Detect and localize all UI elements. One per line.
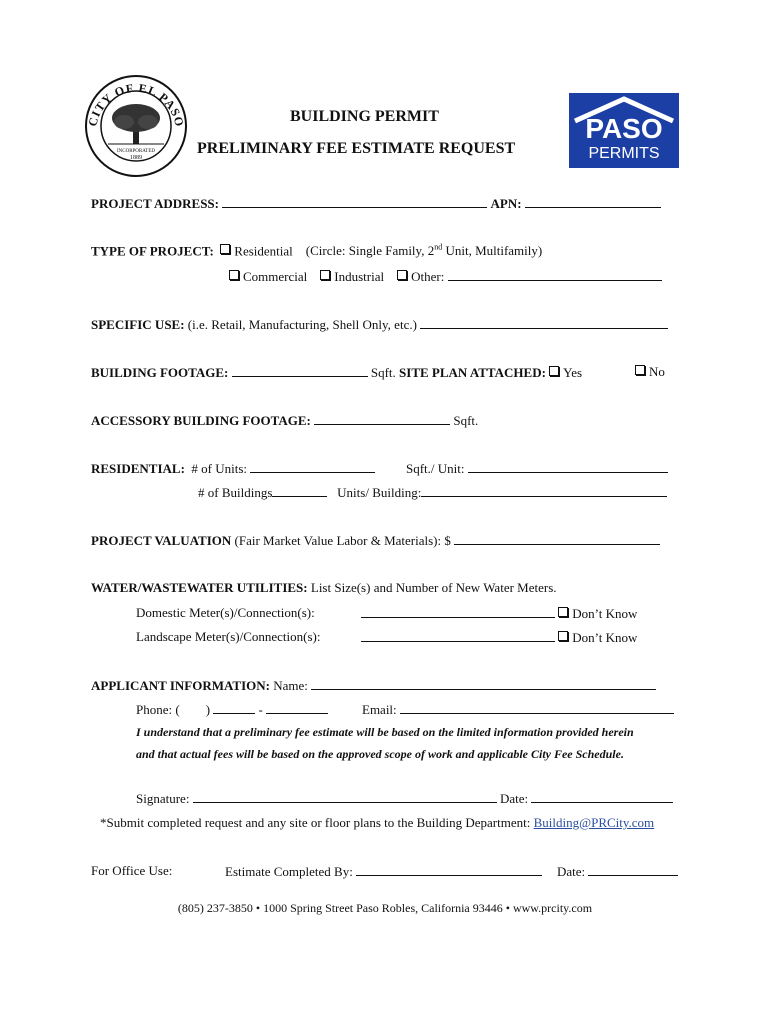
logo-line1: PASO xyxy=(585,113,663,144)
applicant-name-label: Name: xyxy=(273,678,308,693)
commercial-checkbox[interactable] xyxy=(229,270,239,280)
utilities-label: WATER/WASTEWATER UTILITIES: xyxy=(91,580,308,595)
project-address-row xyxy=(91,195,661,212)
residential-row xyxy=(91,460,375,477)
landscape-dont-know-label: Don’t Know xyxy=(572,630,638,645)
sqft-unit-label: Sqft./ Unit: xyxy=(406,461,465,476)
type-of-project-row xyxy=(91,243,542,259)
commercial-label: Commercial xyxy=(243,269,308,284)
buildings-row xyxy=(198,484,667,501)
phone-label: Phone: ( xyxy=(136,702,180,717)
phone-close: ) xyxy=(205,702,211,717)
specific-use-hint: (i.e. Retail, Manufacturing, Shell Only, etc.) xyxy=(187,317,417,332)
signature-label: Signature: xyxy=(136,791,190,806)
signature-date-label: Date: xyxy=(499,791,529,806)
email-row xyxy=(362,701,674,718)
disclaimer-line2: and that actual fees will be based on the approved scope of work and applicable City Fee Schedule. xyxy=(136,747,624,761)
building-footage-field[interactable] xyxy=(232,364,368,377)
utilities-hint: List Size(s) and Number of New Water Meters. xyxy=(310,580,557,595)
residential-checkbox[interactable] xyxy=(220,244,230,254)
valuation-row xyxy=(91,532,660,549)
domestic-meter-label: Domestic Meter(s)/Connection(s): xyxy=(136,605,315,620)
site-plan-label: SITE PLAN ATTACHED: xyxy=(399,365,546,380)
type-of-project-label: TYPE OF PROJECT: xyxy=(91,243,214,259)
phone-prefix-field[interactable] xyxy=(213,701,255,714)
landscape-dont-know-checkbox[interactable] xyxy=(558,631,568,641)
office-date-row xyxy=(557,863,678,880)
disclaimer-line1: I understand that a preliminary fee estimate will be based on the limited information provided herein xyxy=(136,725,634,739)
specific-use-label: SPECIFIC USE: xyxy=(91,317,185,332)
other-checkbox[interactable] xyxy=(397,270,407,280)
applicant-name-field[interactable] xyxy=(311,677,656,690)
office-use-label: For Office Use: xyxy=(91,863,173,878)
accessory-footage-field[interactable] xyxy=(314,412,450,425)
seal-year: 1889 xyxy=(130,155,142,161)
domestic-dont-know-checkbox[interactable] xyxy=(558,607,568,617)
industrial-label: Industrial xyxy=(334,269,385,284)
building-footage-sqft: Sqft. xyxy=(370,365,396,380)
other-label: Other: xyxy=(411,269,445,284)
site-plan-no xyxy=(635,364,665,380)
seal-small-text: INCORPORATED xyxy=(116,149,156,154)
footer-contact: (805) 237-3850 • 1000 Spring Street Paso Robles, California 93446 • www.prcity.com xyxy=(177,901,593,915)
domestic-meter-field[interactable] xyxy=(361,605,555,618)
specific-use-row xyxy=(91,316,668,333)
applicant-label: APPLICANT INFORMATION: xyxy=(91,678,270,693)
paso-permits-logo xyxy=(569,93,679,168)
phone-dash: - xyxy=(258,702,263,717)
buildings-field[interactable] xyxy=(272,484,327,497)
signature-row xyxy=(136,790,673,807)
building-footage-label: BUILDING FOOTAGE: xyxy=(91,365,229,380)
signature-date-field[interactable] xyxy=(531,790,673,803)
office-date-field[interactable] xyxy=(588,863,678,876)
specific-use-field[interactable] xyxy=(420,316,668,329)
logo-line2: PERMITS xyxy=(588,145,660,162)
site-plan-yes-label: Yes xyxy=(563,365,583,380)
accessory-footage-sqft: Sqft. xyxy=(453,413,479,428)
valuation-label: PROJECT VALUATION xyxy=(91,533,232,548)
estimate-label: Estimate Completed By: xyxy=(225,864,353,879)
units-building-field[interactable] xyxy=(421,484,667,497)
project-address-label: PROJECT ADDRESS: xyxy=(91,196,219,211)
circle-note: (Circle: Single Family, 2nd Unit, Multifamily) xyxy=(305,243,543,259)
building-footage-row xyxy=(91,364,582,381)
project-address-field[interactable] xyxy=(222,195,487,208)
page-title: BUILDING PERMIT xyxy=(290,108,439,125)
buildings-label: # of Buildings xyxy=(198,485,273,500)
phone-row xyxy=(136,701,328,718)
submit-text: *Submit completed request and any site or floor plans to the Building Department: xyxy=(100,815,531,830)
utilities-row xyxy=(91,580,557,596)
signature-field[interactable] xyxy=(193,790,497,803)
apn-field[interactable] xyxy=(525,195,661,208)
units-label: # of Units: xyxy=(191,461,248,476)
landscape-meter-field[interactable] xyxy=(361,629,555,642)
seal-text: CITY OF EL PASO xyxy=(85,80,187,129)
applicant-row xyxy=(91,677,656,694)
page-subtitle: PRELIMINARY FEE ESTIMATE REQUEST xyxy=(197,140,516,157)
building-email-link[interactable]: Building@PRCity.com xyxy=(533,815,655,830)
sqft-unit-row xyxy=(406,460,668,477)
email-field[interactable] xyxy=(400,701,674,714)
landscape-meter-row xyxy=(361,629,637,646)
domestic-meter-row xyxy=(361,605,637,622)
phone-line-field[interactable] xyxy=(266,701,328,714)
residential-section-label: RESIDENTIAL: xyxy=(91,461,185,476)
residential-label: Residential xyxy=(234,243,293,259)
site-plan-no-checkbox[interactable] xyxy=(635,365,645,375)
other-field[interactable] xyxy=(448,268,662,281)
email-label: Email: xyxy=(362,702,397,717)
sqft-unit-field[interactable] xyxy=(468,460,668,473)
submit-row xyxy=(100,815,654,831)
office-date-label: Date: xyxy=(557,864,586,879)
accessory-footage-label: ACCESSORY BUILDING FOOTAGE: xyxy=(91,413,311,428)
units-field[interactable] xyxy=(250,460,375,473)
units-building-label: Units/ Building: xyxy=(337,485,422,500)
landscape-meter-label: Landscape Meter(s)/Connection(s): xyxy=(136,629,321,644)
domestic-dont-know-label: Don’t Know xyxy=(572,606,638,621)
estimate-row xyxy=(225,863,542,880)
industrial-checkbox[interactable] xyxy=(320,270,330,280)
valuation-field[interactable] xyxy=(454,532,660,545)
site-plan-no-label: No xyxy=(649,364,665,379)
city-seal xyxy=(84,74,188,178)
type-of-project-row-2 xyxy=(229,268,662,285)
estimate-field[interactable] xyxy=(356,863,542,876)
valuation-hint: (Fair Market Value Labor & Materials): $ xyxy=(234,533,451,548)
apn-label: APN: xyxy=(490,196,522,211)
accessory-footage-row xyxy=(91,412,478,429)
site-plan-yes-checkbox[interactable] xyxy=(549,366,559,376)
